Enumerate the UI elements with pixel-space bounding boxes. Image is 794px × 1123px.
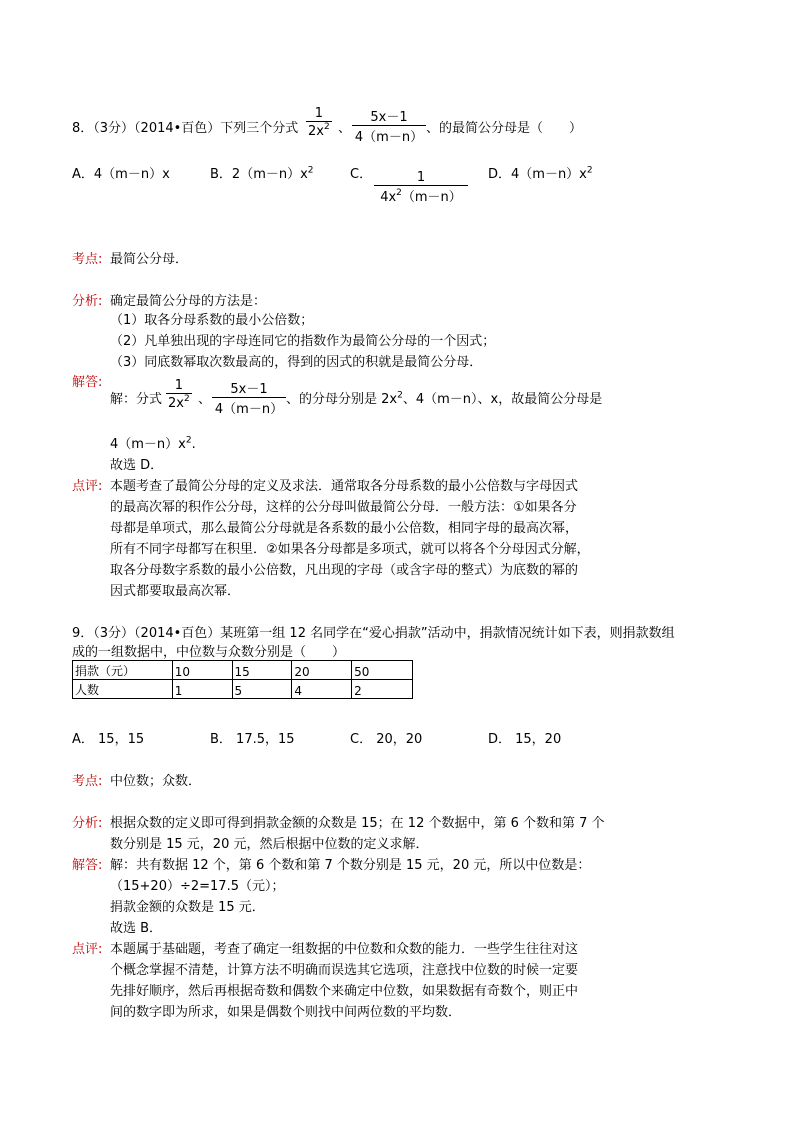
table-cell: 50: [352, 661, 413, 680]
q8-fenxi-line: （3）同底数幂取次数最高的，得到的因式的积就是最简公分母．: [110, 355, 483, 370]
q9-kaodian-label: 考点:: [72, 774, 103, 789]
q8-option-d[interactable]: [488, 163, 593, 182]
table-cell: 2: [352, 680, 413, 699]
q9-stem-line2: 成的一组数据中，中位数与众数分别是（ ）: [72, 645, 346, 660]
q9-dianping-line: 间的数字即为所求，如果是偶数个则找中间两位数的平均数．: [110, 1005, 462, 1020]
q8-jieda-line2-a: 4（m－n）x: [110, 437, 186, 452]
q9-fenxi-line: 根据众数的定义即可得到捐款金额的众数是 15；在 12 个数据中，第 6 个数和第 7 个: [110, 816, 605, 831]
q8-optc-den-a: 4x: [380, 190, 397, 205]
table-cell: 20: [292, 661, 352, 680]
q9-option-c[interactable]: C． 20，20: [350, 732, 423, 747]
q8-jieda-frac2-den: 4（m－n）: [212, 397, 286, 417]
q8-jieda-label: 解答:: [72, 375, 103, 390]
table-cell: 捐款（元）: [73, 661, 173, 680]
q8-jieda-separator: 、: [198, 392, 212, 407]
q8-jieda-fraction-1: [166, 378, 192, 411]
q8-dianping-line: 本题考查了最简公分母的定义及求法．通常取各分母系数的最小公倍数与字母因式: [110, 479, 579, 494]
q8-frac1-exponent: 2: [323, 122, 330, 132]
q8-frac2-numerator: 5x－1: [370, 110, 408, 125]
q8-jieda-frac1-num: 1: [174, 378, 183, 393]
q8-fenxi-line: （1）取各分母系数的最小公倍数；: [110, 313, 314, 328]
q8-jieda-frac1-exp: 2: [183, 394, 190, 404]
q9-jieda-line: （15+20）÷2=17.5（元）；: [110, 879, 285, 894]
q8-option-b-text: B．2（m－n）x: [210, 167, 308, 182]
q9-kaodian-text: 中位数；众数．: [110, 774, 202, 789]
q9-dianping-line: 本题属于基础题，考查了确定一组数据的中位数和众数的能力．一些学生往往对这: [110, 942, 579, 957]
q8-frac1-numerator: 1: [314, 106, 323, 121]
q9-fenxi-label: 分析:: [72, 816, 103, 831]
table-cell: 5: [232, 680, 292, 699]
q8-jieda-fraction-2: [212, 378, 286, 417]
q8-optc-numerator: 1: [416, 170, 426, 185]
q9-jieda-line: 故选 B．: [110, 921, 163, 936]
q8-jieda-frac2-num: 5x－1: [230, 382, 268, 397]
q9-option-a[interactable]: A． 15，15: [72, 732, 145, 747]
q8-dianping-label: 点评:: [72, 479, 103, 494]
q8-fenxi-line: （2）凡单独出现的字母连同它的指数作为最简公分母的一个因式；: [110, 334, 496, 349]
table-cell: 10: [172, 661, 232, 680]
q9-donation-table: [72, 660, 413, 699]
q8-frac1-denominator: 2x: [308, 124, 324, 139]
q8-jieda-frac1-den: 2x: [168, 396, 184, 411]
table-cell: 15: [232, 661, 292, 680]
q8-stem-start: 8．（3分）（2014•百色）下列三个分式: [72, 121, 299, 136]
q8-fenxi-label: 分析:: [72, 294, 103, 309]
q8-jieda-line2: [110, 433, 196, 452]
q8-jieda-line3: 故选 D．: [110, 458, 164, 473]
q8-option-b[interactable]: [210, 163, 314, 182]
q8-jieda-after: [286, 388, 602, 407]
q8-optc-den-b: （m－n）: [401, 190, 462, 205]
table-cell: 4: [292, 680, 352, 699]
q8-option-b-exponent: 2: [307, 165, 314, 176]
q9-stem-line1: 9．（3分）（2014•百色）某班第一组 12 名同学在“爱心捐款”活动中，捐款情况统计如下表，则捐款数组: [72, 626, 675, 641]
q8-jieda-start: 解：分式: [110, 392, 163, 407]
q8-jieda-line2-exp: 2: [185, 435, 192, 446]
q8-option-a[interactable]: A．4（m－n）x: [72, 167, 170, 182]
q9-dianping-label: 点评:: [72, 942, 103, 957]
q8-option-d-text: D．4（m－n）x: [488, 167, 587, 182]
q8-jieda-line2-b: .: [191, 437, 196, 452]
q8-jieda-after-exp: 2: [397, 390, 403, 401]
q9-jieda-line: 捐款金额的众数是 15 元．: [110, 900, 265, 915]
table-row: [73, 680, 413, 699]
q8-fenxi-line: 确定最简公分母的方法是：: [110, 294, 267, 309]
q9-option-d[interactable]: D． 15，20: [488, 732, 562, 747]
q9-fenxi-line: 数分别是 15 元，20 元，然后根据中位数的定义求解．: [110, 837, 429, 852]
q8-dianping-line: 因式都要取最高次幂．: [110, 584, 241, 599]
q8-dianping-line: 母都是单项式，那么最简公分母就是各系数的最小公倍数，相同字母的最高次幂，: [110, 521, 579, 536]
q9-dianping-line: 个概念掌握不清楚，计算方法不明确而误选其它选项，注意找中位数的时候一定要: [110, 963, 579, 978]
q8-kaodian-text: 最简公分母．: [110, 252, 189, 267]
q8-option-c-fraction[interactable]: [374, 170, 468, 205]
table-cell: 人数: [73, 680, 173, 699]
q8-kaodian-label: 考点:: [72, 252, 103, 267]
q8-fraction-1: [306, 106, 332, 139]
table-cell: 1: [172, 680, 232, 699]
q8-separator: 、: [338, 121, 352, 136]
q8-option-d-exponent: 2: [586, 165, 593, 176]
q8-dianping-line: 取各分母数字系数的最小公倍数，凡出现的字母（或含字母的整式）为底数的幂的: [110, 563, 579, 578]
q8-dianping-line: 所有不同字母都写在积里．②如果各分母都是多项式，就可以将各个分母因式分解，: [110, 542, 590, 557]
q8-dianping-line: 的最高次幂的积作公分母，这样的公分母叫做最简公分母．一般方法：①如果各分: [110, 500, 577, 515]
q8-fraction-2: [352, 106, 426, 145]
q8-option-c-label[interactable]: C．: [350, 167, 373, 182]
q9-jieda-label: 解答:: [72, 858, 103, 873]
q8-jieda-after-b: 、4（m－n）、x，故最简公分母是: [402, 392, 603, 407]
q8-stem-end: 、的最简公分母是（ ）: [426, 121, 583, 136]
q9-jieda-line: 解：共有数据 12 个，第 6 个数和第 7 个数分别是 15 元，20 元，所以中位数是：: [110, 858, 591, 873]
q8-optc-den-exp: 2: [396, 188, 402, 198]
table-row: [73, 661, 413, 680]
q9-option-b[interactable]: B． 17.5，15: [210, 732, 295, 747]
q9-dianping-line: 先排好顺序，然后再根据奇数和偶数个来确定中位数，如果数据有奇数个，则正中: [110, 984, 579, 999]
q8-jieda-after-a: 、的分母分别是 2x: [286, 392, 398, 407]
q8-frac2-denominator: 4（m－n）: [352, 125, 426, 145]
